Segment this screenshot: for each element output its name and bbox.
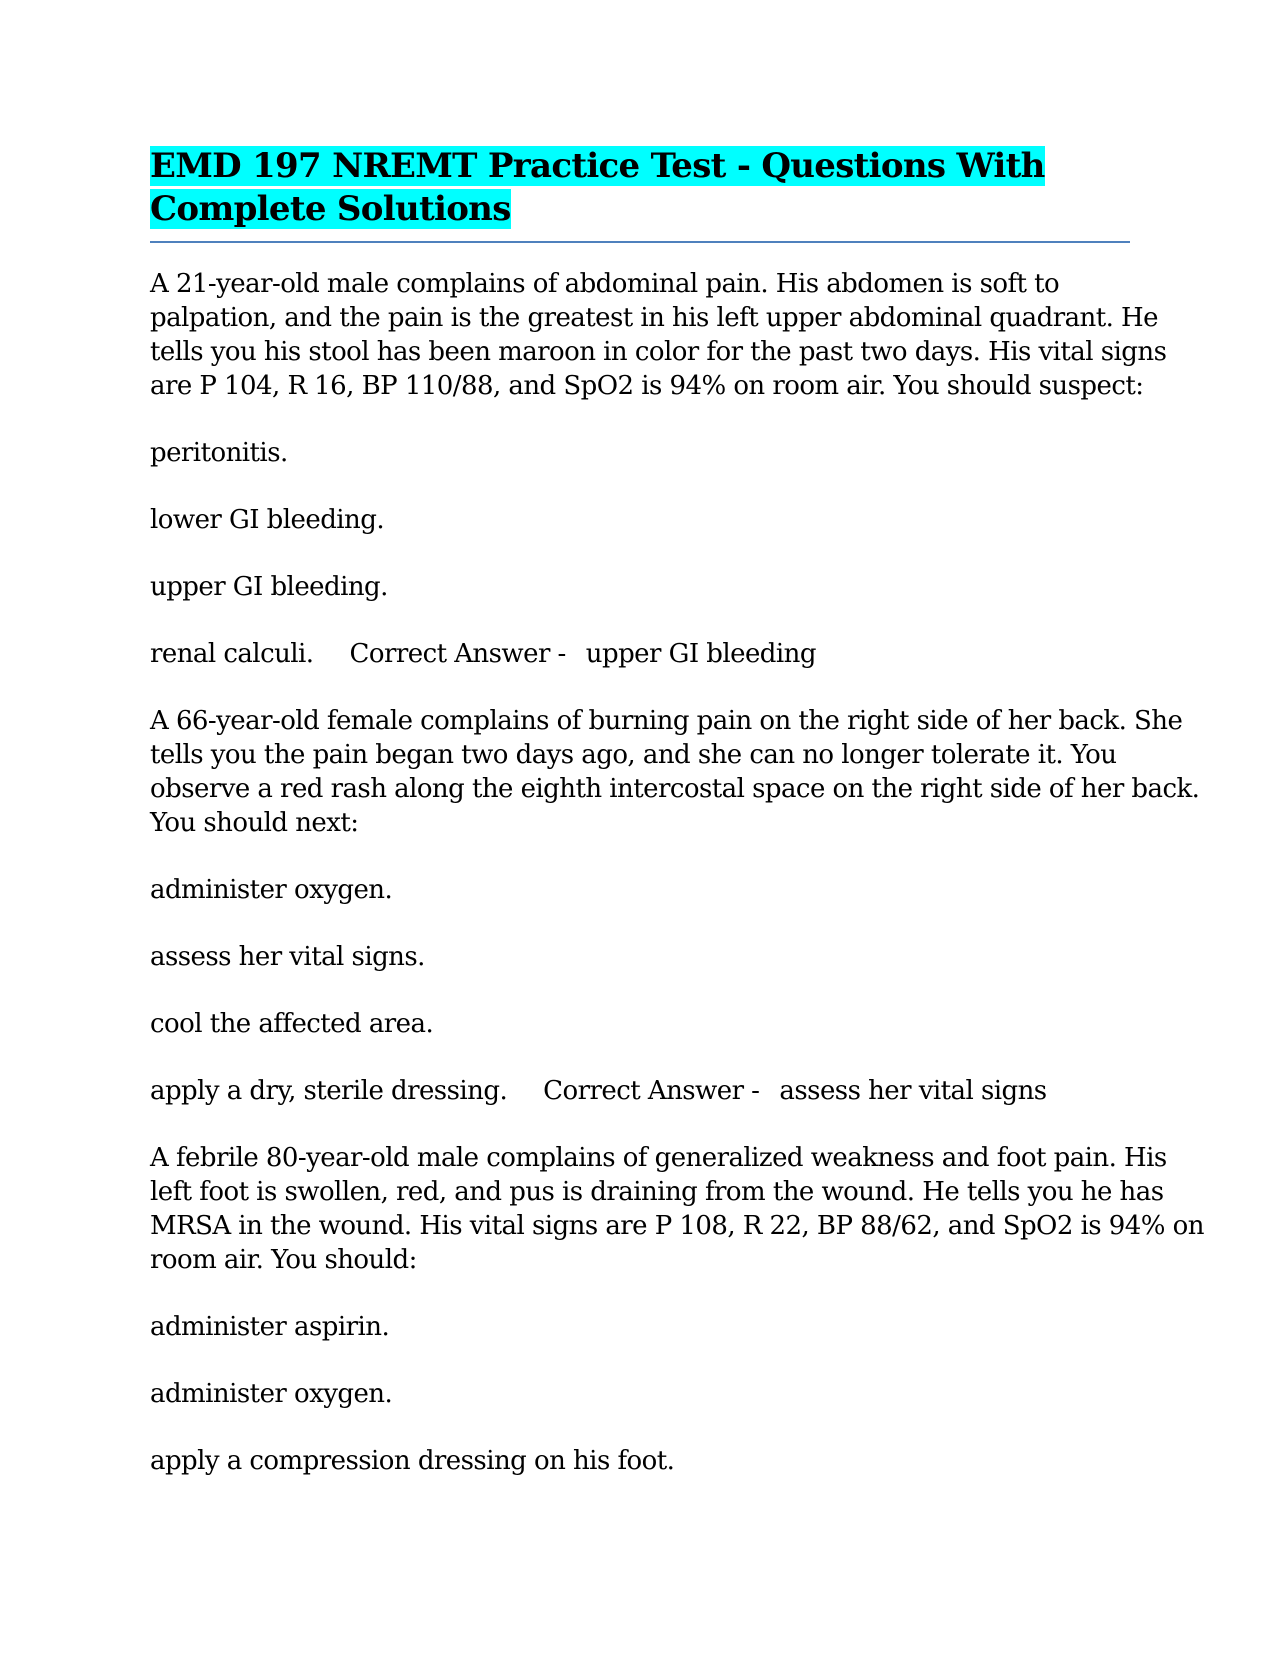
document-title [150, 145, 1130, 231]
question-2-option-4-with-answer [150, 1074, 1130, 1108]
question-1-option-2: lower GI bleeding. [150, 505, 385, 535]
question-2-line-4: You should next: [150, 808, 359, 838]
question-1-correct-answer: upper GI bleeding [585, 639, 816, 669]
question-2-text [150, 704, 1200, 840]
question-1-correct-label: Correct Answer - [349, 639, 566, 669]
question-3-line-2: left foot is swollen, red, and pus is draining from the wound. He tells you he has [150, 1177, 1164, 1207]
question-1-option-3: upper GI bleeding. [150, 572, 388, 602]
title-line-2: Complete Solutions [150, 189, 511, 229]
question-2-option-3: cool the affected area. [150, 1009, 434, 1039]
question-1-text [150, 267, 1167, 403]
document-title-block [150, 145, 1130, 243]
question-2-option-1: administer oxygen. [150, 875, 393, 905]
question-1-line-4: are P 104, R 16, BP 110/88, and SpO2 is 94% on room air. You should suspect: [150, 371, 1144, 401]
question-2-correct-label: Correct Answer - [543, 1076, 760, 1106]
question-1-line-2: palpation, and the pain is the greatest in his left upper abdominal quadrant. He [150, 303, 1159, 333]
question-3-line-1: A febrile 80-year-old male complains of generalized weakness and foot pain. His [150, 1143, 1167, 1173]
question-1-line-1: A 21-year-old male complains of abdominal pain. His abdomen is soft to [150, 269, 1060, 299]
question-3-option-3: apply a compression dressing on his foot. [150, 1446, 675, 1476]
question-2-line-1: A 66-year-old female complains of burning pain on the right side of her back. She [150, 706, 1183, 736]
question-3-option-2: administer oxygen. [150, 1379, 393, 1409]
question-3-line-3: MRSA in the wound. His vital signs are P 108, R 22, BP 88/62, and SpO2 is 94% on [150, 1211, 1204, 1241]
title-line-1: EMD 197 NREMT Practice Test - Questions With [150, 146, 1045, 186]
question-3-line-4: room air. You should: [150, 1245, 417, 1275]
question-2-correct-answer: assess her vital signs [779, 1076, 1047, 1106]
document-page [150, 145, 1204, 1511]
question-2-line-3: observe a red rash along the eighth intercostal space on the right side of her back. [150, 774, 1200, 804]
question-2-line-2: tells you the pain began two days ago, and she can no longer tolerate it. You [150, 740, 1117, 770]
question-3-text [150, 1141, 1204, 1277]
question-2-option-4: apply a dry, sterile dressing. [150, 1076, 508, 1106]
question-1-line-3: tells you his stool has been maroon in color for the past two days. His vital signs [150, 337, 1167, 367]
question-1-option-4: renal calculi. [150, 639, 314, 669]
question-1-option-4-with-answer [150, 637, 1130, 671]
question-3-option-1: administer aspirin. [150, 1312, 390, 1342]
question-2-option-2: assess her vital signs. [150, 942, 425, 972]
question-1-option-1: peritonitis. [150, 438, 288, 468]
